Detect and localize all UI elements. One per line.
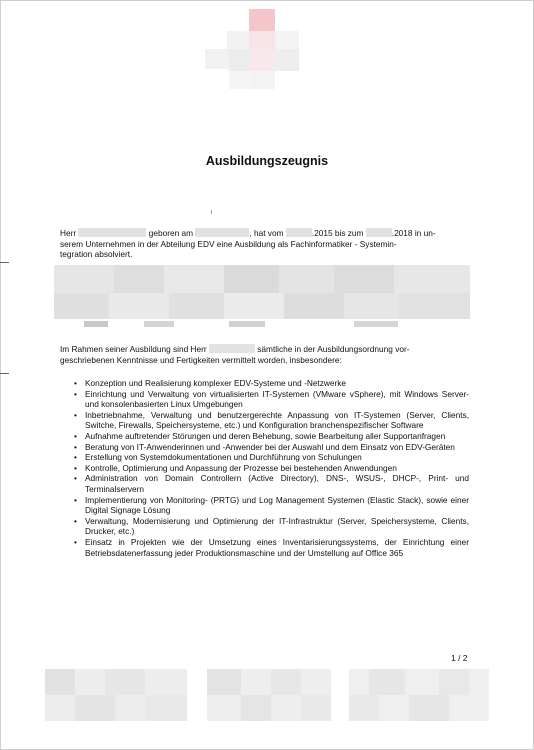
intro-2015: .2015 bis zum bbox=[311, 228, 364, 238]
skills-intro-line-2: geschriebenen Kenntnisse und Fertigkeiten vermittelt worden, insbesondere: bbox=[60, 354, 342, 365]
intro-hat-vom: , hat vom bbox=[249, 228, 284, 238]
list-item: • Einrichtung und Verwaltung von virtualisierten IT-Systemen (VMware vSphere), mit Windows Server- und konsolenbasierten Linux Umgebungen bbox=[73, 389, 469, 410]
intro-line-2: serem Unternehmen in der Abteilung EDV eine Ausbildung als Fachinformatiker - Systemin- bbox=[60, 238, 397, 249]
redacted-footer-left bbox=[45, 669, 187, 721]
document-title: Ausbildungszeugnis bbox=[205, 154, 329, 168]
list-item: • Erstellung von Systemdokumentationen und Durchführung von Schulungen bbox=[73, 452, 469, 463]
redacted-surname bbox=[209, 344, 255, 353]
skills-intro-paragraph bbox=[60, 344, 468, 365]
list-item: • Aufnahme auftretender Störungen und deren Behebung, sowie Bearbeitung aller Supportanfragen bbox=[73, 431, 469, 442]
redacted-footer-middle bbox=[207, 669, 331, 721]
page-number: 1 / 2 bbox=[451, 653, 468, 663]
list-item: • Konzeption und Realisierung komplexer EDV-Systeme und -Netzwerke bbox=[73, 378, 469, 389]
list-item: • Einsatz in Projekten wie der Umsetzung eines Inventarisierungssystems, der Einrichtung einer Betriebsdatenerfassung jeder Produktionsmaschine und der Umstellung auf Office 365 bbox=[73, 537, 469, 558]
list-item: • Inbetriebnahme, Verwaltung und benutzergerechte Anpassung von IT-Systemen (Server, Clients, Switche, Firewalls, Speichersysteme, etc.) und Konfiguration branchenspezifischer Software bbox=[73, 410, 469, 431]
redacted-birthdate bbox=[195, 228, 249, 237]
intro-geboren: geboren am bbox=[148, 228, 194, 238]
fold-mark bbox=[0, 373, 9, 374]
list-item: • Beratung von IT-Anwenderinnen und -Anwender bei der Auswahl und dem Einsatz von EDV-Geräten bbox=[73, 442, 469, 453]
skills-intro-a: Im Rahmen seiner Ausbildung sind Herr bbox=[60, 344, 207, 354]
redacted-start-date bbox=[286, 228, 312, 237]
intro-paragraph bbox=[60, 228, 468, 260]
skills-list bbox=[73, 378, 469, 558]
fold-mark bbox=[0, 262, 9, 263]
list-item: • Administration von Domain Controllern (Active Directory), DNS-, WSUS-, DHCP-, Print- und Terminalservern bbox=[73, 473, 469, 494]
redacted-paragraph bbox=[54, 265, 470, 327]
intro-line-3: tegration absolviert. bbox=[60, 249, 133, 260]
redacted-name bbox=[78, 228, 146, 237]
redacted-footer-right bbox=[349, 669, 489, 721]
list-item: • Verwaltung, Modernisierung und Optimierung der IT-Infrastruktur (Server, Speichersysteme, Clients, Drucker, etc.) bbox=[73, 516, 469, 537]
skills-intro-b: sämtliche in der Ausbildungsordnung vor- bbox=[257, 344, 410, 354]
redacted-end-date bbox=[366, 228, 392, 237]
list-item: • Kontrolle, Optimierung und Anpassung der Prozesse bei bestehenden Anwendungen bbox=[73, 463, 469, 474]
list-item: • Implementierung von Monitoring- (PRTG) und Log Management Systemen (Elastic Stack), sowie einer Digital Signage Lösung bbox=[73, 495, 469, 516]
scan-mark bbox=[211, 210, 212, 214]
intro-2018: .2018 in un- bbox=[391, 228, 436, 238]
intro-herr: Herr bbox=[60, 228, 77, 238]
redacted-logo bbox=[205, 9, 301, 93]
